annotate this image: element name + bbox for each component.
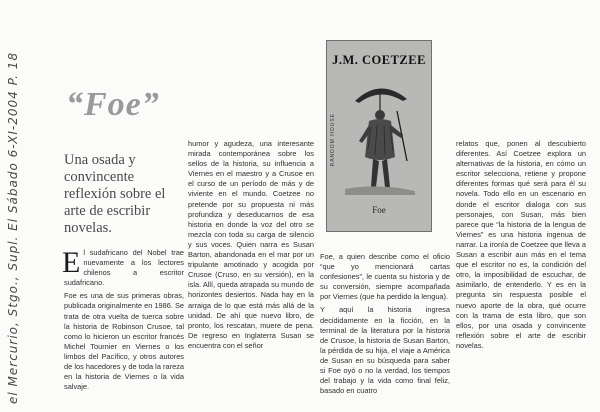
book-cover-publisher: RANDOM HOUSE (330, 113, 336, 167)
handwritten-margin-note: el Mercurio, Stgo., Supl. El Sábado 6-XI-2004 P. 18 (6, 51, 20, 404)
article-column-1 (64, 248, 184, 412)
article-paragraph: Foe, a quien describe como el oficio “que yo mencionará cartas confesiones”, le cuenta su historia y de su conversión, siempre acompañada por Viernes (que ha perdido la lengua). (320, 252, 450, 302)
article-column-3 (320, 252, 450, 412)
article-column-2 (188, 139, 314, 412)
castaway-illustration (337, 71, 423, 201)
article-paragraph: Foe es una de sus primeras obras, publicada originalmente en 1986. Se trata de otra vuelta de tuerca sobre la historia de Robinson Crusoe, tal como lo hicieron un escritor francés Michel Tournier en Viernes o los limbos del Pacífico, y otros autores de los hacedores y de toda la rareza en la historia de Viernes o la vida salvaje. (64, 291, 184, 392)
book-cover (326, 40, 432, 232)
article-paragraph: relatos que, ponen al descubierto diferentes. Así Coetzee explora un alternativas de la historia, en cómo un escritor selecciona, retiene y propone diferentes formas qué será para él su novela. Todo ello en un escenario en donde el escritor dialoga con sus personajes, con Susan, más bien parece que “la historia de la lengua de Viernes” es una historia ingenua de narrar. La ironía de Coetzee que lleva a Susan a escribir aun más en el tema que el escritor no es, la condición del otro, la imposibilidad de escuchar, de asimilarlo, de entenderlo. Y es en la pregunta sin respuesta posible el nuevo aporte de la obra, qué ocurre con la trama de esta libro, que son ellos, por una osada y convincente reflexión sobre el arte de escribir novelas. (456, 139, 586, 350)
article-paragraph: Y aquí la historia ingresa decididamente en la ficción, en la terminal de la literatura por la historia de Crusoe, la historia de Susan Barton, la pérdida de su hija, el viaje a América de Susan en su búsqueda para saber si Foe oyó o no la verdad, los tiempos del trabajo y la vida como final feliz, basado en cuatro (320, 305, 450, 396)
drop-cap: E (62, 246, 81, 279)
article-subtitle: Una osada y convincente reflexión sobre el arte de escribir novelas. (64, 152, 166, 236)
article-paragraph: humor y agudeza, una interesante mirada contemporánea sobre los sellos de la historia, su influencia a Viernes en el maestro y a Crusoe en el curso de un período de más y de viviente en el mundo. Coetzee no pretende por su propuesta ni más profundiza y deseducarnos de esa historia en donde la voz del otro se mezcla con toda su carga de silencio y sus voces. Quien narra es Susan Barton, abandonada en el mar por un tripulante amotinado y acogida por Crusoe (Cruso, en su versión), en la isla. Allí, queda atrapada su mundo de horizontes desiertos. Nada hay en la arraiga de lo que está más allá de la unidad. De ahí que nuevo libro, de pronto, los rescatan, muere de pena. De regreso en Inglaterra Susan se encuentra con el señor (188, 139, 314, 350)
article-column-4 (456, 139, 586, 412)
book-cover-title: Foe (372, 205, 386, 215)
article-title: “Foe” (66, 86, 160, 123)
book-cover-author: J.M. COETZEE (332, 53, 426, 67)
paragraph-text: l sudafricano del Nobel trae nuevamente a los lectores chilenos a escritor sudafricano. (64, 248, 184, 288)
article-paragraph (64, 248, 184, 288)
